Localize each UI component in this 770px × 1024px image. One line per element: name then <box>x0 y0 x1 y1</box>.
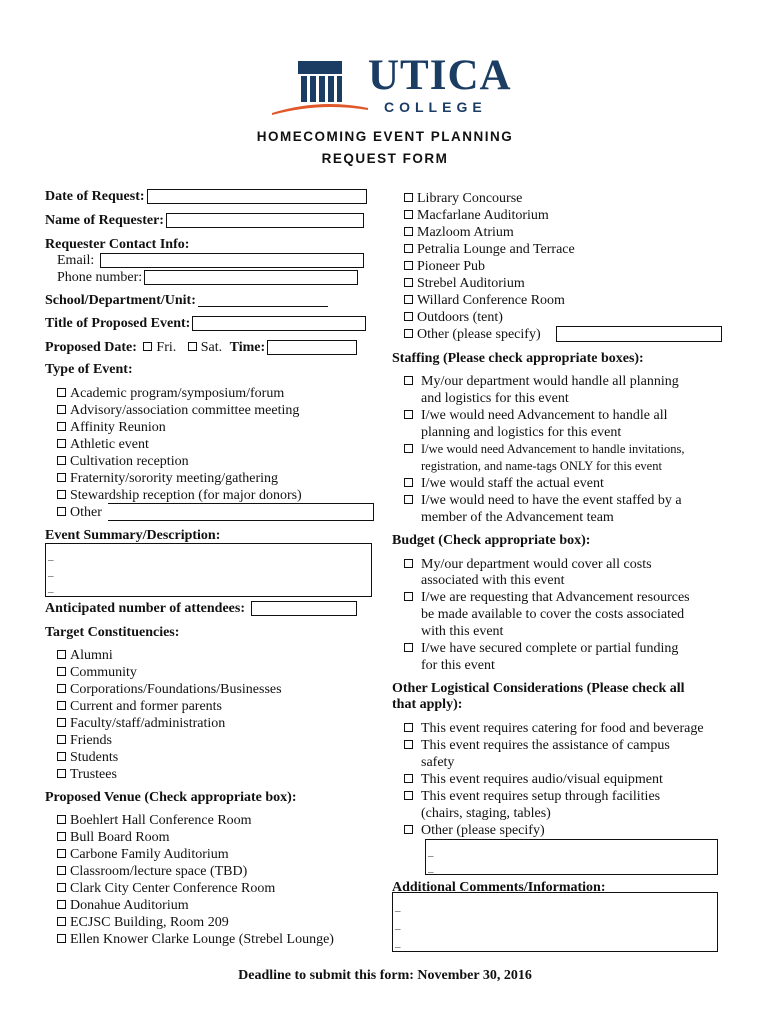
logistics-option[interactable]: This event requires setup through facilities <box>404 788 660 805</box>
staffing-option[interactable]: I/we would staff the actual event <box>404 475 604 492</box>
budget-option-cont: associated with this event <box>421 573 565 588</box>
venue-other-field[interactable] <box>556 326 722 342</box>
phone-field[interactable] <box>144 270 358 285</box>
venue-item[interactable]: Clark City Center Conference Room <box>57 880 275 897</box>
email-row <box>57 252 364 269</box>
venue-item[interactable]: ECJSC Building, Room 209 <box>57 914 229 931</box>
venue-item[interactable]: Bull Board Room <box>57 829 170 846</box>
event-type-item[interactable]: Advisory/association committee meeting <box>57 402 299 419</box>
venue-item[interactable]: Petralia Lounge and Terrace <box>404 241 575 258</box>
event-type-item[interactable]: Academic program/symposium/forum <box>57 385 284 402</box>
venue-item[interactable]: Classroom/lecture space (TBD) <box>57 863 247 880</box>
checkbox[interactable] <box>404 244 413 253</box>
other-logistics-label-2: that apply): <box>392 697 463 712</box>
attendees-field[interactable] <box>251 601 357 616</box>
event-type-other[interactable]: Other <box>57 504 102 521</box>
additional-comments-textarea[interactable]: _ _ _ <box>392 892 718 952</box>
logistics-option[interactable]: This event requires the assistance of campus <box>404 737 670 754</box>
checkbox[interactable] <box>404 227 413 236</box>
contact-info-label: Requester Contact Info: <box>45 237 190 252</box>
deadline-text: Deadline to submit this form: November 30, 2016 <box>238 968 532 983</box>
venue-item[interactable]: Macfarlane Auditorium <box>404 207 549 224</box>
checkbox[interactable] <box>57 769 66 778</box>
other-logistics-label: Other Logistical Considerations (Please check all <box>392 681 685 696</box>
staffing-option[interactable]: I/we would need Advancement to handle all <box>404 407 667 424</box>
budget-option-cont: with this event <box>421 624 504 639</box>
event-type-item[interactable]: Stewardship reception (for major donors) <box>57 487 302 504</box>
checkbox[interactable] <box>57 849 66 858</box>
checkbox[interactable] <box>404 723 413 732</box>
name-of-requester-label: Name of Requester: <box>45 213 164 228</box>
constituency-item[interactable]: Faculty/staff/administration <box>57 715 225 732</box>
staffing-option[interactable]: I/we would need to have the event staffed by a <box>404 492 682 509</box>
staffing-option-cont: and logistics for this event <box>421 391 569 406</box>
event-type-other-field[interactable] <box>108 503 374 521</box>
checkbox[interactable] <box>57 456 66 465</box>
venue-item[interactable]: Outdoors (tent) <box>404 309 503 326</box>
checkbox[interactable] <box>57 507 66 516</box>
venue-item[interactable]: Pioneer Pub <box>404 258 485 275</box>
checkbox[interactable] <box>404 295 413 304</box>
checkbox[interactable] <box>404 592 413 601</box>
checkbox[interactable] <box>57 917 66 926</box>
school-dept-label: School/Department/Unit: <box>45 293 196 308</box>
title-event-label: Title of Proposed Event: <box>45 316 191 331</box>
proposed-date-row <box>45 339 357 356</box>
fri-label: Fri. <box>156 340 177 355</box>
logistics-option-cont: safety <box>421 755 455 770</box>
checkbox[interactable] <box>404 261 413 270</box>
checkbox[interactable] <box>57 490 66 499</box>
checkbox[interactable] <box>57 900 66 909</box>
checkbox[interactable] <box>404 193 413 202</box>
form-title-line1: HOMECOMING EVENT PLANNING <box>256 129 514 144</box>
checkbox[interactable] <box>404 376 413 385</box>
event-type-item[interactable]: Affinity Reunion <box>57 419 166 436</box>
form-title-line2: REQUEST FORM <box>321 151 449 166</box>
venue-item[interactable]: Willard Conference Room <box>404 292 565 309</box>
staffing-option[interactable]: My/our department would handle all planning <box>404 373 679 390</box>
attendees-label: Anticipated number of attendees: <box>45 601 246 616</box>
checkbox[interactable] <box>57 684 66 693</box>
venue-item[interactable]: Mazloom Atrium <box>404 224 514 241</box>
proposed-date-label: Proposed Date: <box>45 340 137 355</box>
checkbox[interactable] <box>57 735 66 744</box>
time-field[interactable] <box>267 340 357 355</box>
sat-label: Sat. <box>200 340 223 355</box>
additional-comments-label: Additional Comments/Information: <box>392 880 606 895</box>
budget-option-cont: for this event <box>421 658 495 673</box>
event-type-item[interactable]: Athletic event <box>57 436 149 453</box>
constituency-item[interactable]: Trustees <box>57 766 117 783</box>
venue-label: Proposed Venue (Check appropriate box): <box>45 790 297 805</box>
constituency-item[interactable]: Students <box>57 749 118 766</box>
checkbox[interactable] <box>404 825 413 834</box>
checkbox[interactable] <box>404 791 413 800</box>
checkbox[interactable] <box>404 774 413 783</box>
logo-subname: COLLEGE <box>384 99 487 115</box>
checkbox[interactable] <box>404 210 413 219</box>
constituency-item[interactable]: Community <box>57 664 137 681</box>
summary-label: Event Summary/Description: <box>45 528 221 543</box>
venue-item[interactable]: Strebel Auditorium <box>404 275 525 292</box>
fri-checkbox[interactable] <box>143 342 152 351</box>
phone-label: Phone number: <box>57 270 143 285</box>
checkbox[interactable] <box>57 883 66 892</box>
checkbox[interactable] <box>57 815 66 824</box>
name-of-requester-row <box>45 212 364 229</box>
event-type-item[interactable]: Cultivation reception <box>57 453 189 470</box>
summary-textarea[interactable]: _ _ _ <box>45 543 372 597</box>
venue-item[interactable]: Library Concourse <box>404 190 522 207</box>
checkbox[interactable] <box>404 643 413 652</box>
target-label: Target Constituencies: <box>45 625 180 640</box>
title-event-field[interactable] <box>192 316 366 331</box>
constituency-item[interactable]: Current and former parents <box>57 698 222 715</box>
checkbox[interactable] <box>404 312 413 321</box>
constituency-item[interactable]: Friends <box>57 732 112 749</box>
venue-item[interactable]: Carbone Family Auditorium <box>57 846 229 863</box>
checkbox[interactable] <box>404 478 413 487</box>
checkbox[interactable] <box>404 559 413 568</box>
logo-name: UTICA <box>368 52 512 99</box>
checkbox[interactable] <box>404 329 413 338</box>
logistics-option[interactable]: This event requires audio/visual equipment <box>404 771 663 788</box>
logistics-option[interactable]: Other (please specify) <box>404 822 545 839</box>
checkbox[interactable] <box>57 473 66 482</box>
checkbox[interactable] <box>57 667 66 676</box>
staffing-option-cont: registration, and name-tags ONLY for this event <box>421 459 662 473</box>
venue-item[interactable]: Boehlert Hall Conference Room <box>57 812 252 829</box>
checkbox[interactable] <box>404 495 413 504</box>
staffing-option-cont: planning and logistics for this event <box>421 425 622 440</box>
school-dept-field[interactable] <box>198 294 328 307</box>
checkbox[interactable] <box>404 740 413 749</box>
checkbox[interactable] <box>404 410 413 419</box>
checkbox[interactable] <box>57 832 66 841</box>
budget-option[interactable]: I/we have secured complete or partial funding <box>404 640 678 657</box>
checkbox[interactable] <box>57 866 66 875</box>
email-field[interactable] <box>100 253 364 268</box>
checkbox[interactable] <box>57 934 66 943</box>
checkbox[interactable] <box>404 444 413 453</box>
logistics-option[interactable]: This event requires catering for food and beverage <box>404 720 704 737</box>
staffing-option-cont: member of the Advancement team <box>421 510 614 525</box>
checkbox[interactable] <box>57 752 66 761</box>
budget-option[interactable]: My/our department would cover all costs <box>404 556 652 573</box>
name-of-requester-field[interactable] <box>166 213 364 228</box>
logistics-option-cont: (chairs, staging, tables) <box>421 806 551 821</box>
date-of-request-row <box>45 188 367 205</box>
attendees-row <box>45 600 357 617</box>
sat-checkbox[interactable] <box>188 342 197 351</box>
budget-option[interactable]: I/we are requesting that Advancement resources <box>404 589 690 606</box>
date-of-request-label: Date of Request: <box>45 189 145 204</box>
logistics-other-textarea[interactable]: _ _ <box>425 839 718 875</box>
venue-other[interactable]: Other (please specify) <box>404 326 541 343</box>
event-type-item[interactable]: Fraternity/sorority meeting/gathering <box>57 470 278 487</box>
checkbox[interactable] <box>57 388 66 397</box>
staffing-label: Staffing (Please check appropriate boxes): <box>392 351 644 366</box>
title-event-row <box>45 315 366 332</box>
phone-row <box>57 269 358 286</box>
time-label: Time: <box>229 340 266 355</box>
constituency-item[interactable]: Alumni <box>57 647 113 664</box>
type-of-event-label: Type of Event: <box>45 362 133 377</box>
checkbox[interactable] <box>404 278 413 287</box>
checkbox[interactable] <box>57 650 66 659</box>
staffing-option[interactable]: I/we would need Advancement to handle invitations, <box>404 441 684 458</box>
date-of-request-field[interactable] <box>147 189 367 204</box>
checkbox[interactable] <box>57 718 66 727</box>
checkbox[interactable] <box>57 422 66 431</box>
columns-icon <box>270 58 368 116</box>
school-dept-row <box>45 292 328 309</box>
checkbox[interactable] <box>57 405 66 414</box>
checkbox[interactable] <box>57 701 66 710</box>
checkbox[interactable] <box>57 439 66 448</box>
venue-item[interactable]: Ellen Knower Clarke Lounge (Strebel Lounge) <box>57 931 334 948</box>
venue-item[interactable]: Donahue Auditorium <box>57 897 189 914</box>
email-label: Email: <box>57 253 95 268</box>
budget-label: Budget (Check appropriate box): <box>392 533 591 548</box>
constituency-item[interactable]: Corporations/Foundations/Businesses <box>57 681 282 698</box>
budget-option-cont: be made available to cover the costs associated <box>421 607 685 622</box>
